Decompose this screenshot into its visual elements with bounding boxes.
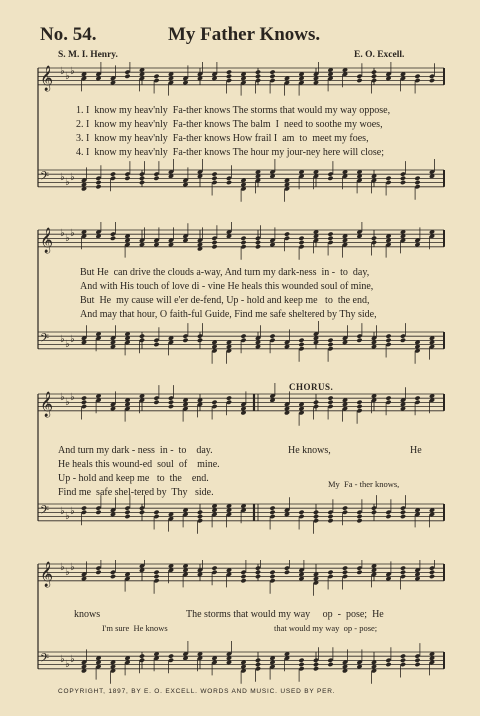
lyricist-credit: S. M. I. Henry. — [58, 50, 118, 60]
note-head — [313, 400, 319, 405]
note-head — [269, 510, 275, 515]
flat-icon: ♭ — [60, 172, 65, 183]
note-head — [110, 236, 116, 241]
note-head — [313, 666, 319, 671]
note-head — [400, 658, 406, 663]
note-head — [95, 184, 101, 189]
treble-clef-icon: 𝄞 — [40, 562, 54, 587]
verse-line-3: Up - hold and keep me to the end. — [58, 473, 209, 484]
music-system-4 — [36, 560, 446, 685]
note-heads — [81, 321, 435, 364]
verse-line-3: 3. I know my heav'nly Fa-ther knows How frail I am to meet my foes, — [76, 133, 369, 144]
note-head — [298, 658, 304, 663]
bass-words: My Fa - ther knows, — [328, 479, 400, 489]
note-head — [240, 333, 246, 338]
copyright-notice: COPYRIGHT, 1897, BY E. O. EXCELL. WORDS AND MUSIC. USED BY PER. — [58, 688, 336, 695]
note-head — [327, 514, 333, 519]
hymn-number: No. 54. — [40, 24, 97, 45]
note-head — [95, 510, 101, 515]
flat-icon: ♭ — [70, 172, 75, 183]
note-head — [298, 236, 304, 241]
flat-icon: ♭ — [70, 334, 75, 345]
note-head — [356, 338, 362, 343]
bass-clef-icon: 𝄢 — [40, 504, 50, 520]
note-head — [211, 176, 217, 181]
music-system-2 — [36, 222, 446, 372]
note-head — [298, 510, 304, 515]
note-head — [182, 338, 188, 343]
note-head — [255, 74, 261, 79]
note-head — [197, 338, 203, 343]
note-head — [327, 570, 333, 575]
note-head — [284, 231, 290, 236]
verse-line-2: He heals this wound-ed soul of mine. — [58, 459, 220, 470]
note-head — [400, 565, 406, 570]
verse-line-1: 1. I know my heav'nly Fa-ther knows The storms that would my way oppose, — [76, 105, 391, 116]
verse-line-1: But He can drive the clouds a-way, And turn my dark-ness in - to day, — [80, 267, 370, 278]
note-head — [356, 518, 362, 523]
note-head — [95, 180, 101, 185]
note-head — [269, 69, 275, 74]
note-head — [81, 395, 87, 400]
note-head — [211, 244, 217, 249]
note-head — [269, 505, 275, 510]
note-head — [124, 514, 130, 519]
flat-icon: ♭ — [70, 562, 75, 573]
staff-group-4 — [36, 560, 446, 685]
note-head — [226, 69, 232, 74]
note-head — [240, 236, 246, 241]
note-head — [385, 176, 391, 181]
note-head — [371, 74, 377, 79]
chorus-line-1b: The storms that would my way op - pose; He — [186, 609, 384, 620]
note-head — [269, 333, 275, 338]
note-head — [153, 176, 159, 181]
note-head — [400, 176, 406, 181]
note-head — [211, 240, 217, 245]
chorus-line-2a: I'm sure He knows — [102, 623, 168, 633]
treble-clef-icon: 𝄞 — [40, 66, 54, 91]
note-head — [153, 510, 159, 515]
note-head — [284, 570, 290, 575]
flat-icon: ♭ — [70, 392, 75, 403]
composer-credit: E. O. Excell. — [354, 50, 405, 60]
note-head — [211, 565, 217, 570]
note-head — [429, 570, 435, 575]
note-head — [356, 404, 362, 409]
note-head — [298, 338, 304, 343]
note-head — [153, 74, 159, 79]
flat-icon: ♭ — [65, 659, 70, 670]
flat-icon: ♭ — [65, 177, 70, 188]
flat-icon: ♭ — [70, 654, 75, 665]
note-head — [298, 662, 304, 667]
note-head — [385, 514, 391, 519]
note-head — [385, 333, 391, 338]
verse-line-2: 2. I know my heav'nly Fa-ther knows The balm I need to soothe my woes, — [76, 119, 383, 130]
flat-icon: ♭ — [65, 71, 70, 82]
note-head — [400, 570, 406, 575]
note-head — [110, 574, 116, 579]
note-head — [153, 570, 159, 575]
flat-icon: ♭ — [65, 567, 70, 578]
note-head — [240, 578, 246, 583]
note-head — [327, 231, 333, 236]
note-head — [153, 400, 159, 405]
note-head — [95, 570, 101, 575]
note-head — [400, 338, 406, 343]
note-head — [414, 662, 420, 667]
note-head — [139, 510, 145, 515]
note-head — [327, 518, 333, 523]
note-head — [110, 171, 116, 176]
note-head — [414, 176, 420, 181]
note-head — [356, 400, 362, 405]
note-head — [255, 662, 261, 667]
note-head — [240, 574, 246, 579]
bass-clef-icon: 𝄢 — [40, 170, 50, 186]
note-head — [269, 74, 275, 79]
flat-icon: ♭ — [60, 562, 65, 573]
note-head — [313, 514, 319, 519]
note-heads — [81, 159, 435, 202]
note-head — [255, 570, 261, 575]
note-head — [371, 510, 377, 515]
note-head — [168, 653, 174, 658]
note-head — [124, 74, 130, 79]
flat-icon: ♭ — [60, 334, 65, 345]
note-head — [327, 400, 333, 405]
chorus-line-2b: that would my way op - pose; — [274, 623, 378, 633]
note-head — [255, 658, 261, 663]
verse-line-2: And with His touch of love di - vine He heals this wounded soul of mine, — [80, 281, 374, 292]
note-head — [81, 505, 87, 510]
note-head — [385, 662, 391, 667]
note-head — [139, 176, 145, 181]
note-head — [269, 574, 275, 579]
note-head — [255, 69, 261, 74]
note-head — [327, 338, 333, 343]
note-head — [298, 240, 304, 245]
flat-icon: ♭ — [60, 506, 65, 517]
note-head — [226, 180, 232, 185]
note-head — [414, 395, 420, 400]
flat-icon: ♭ — [60, 392, 65, 403]
treble-clef-icon: 𝄞 — [40, 228, 54, 253]
note-head — [342, 565, 348, 570]
note-head — [240, 240, 246, 245]
chorus-label: CHORUS. — [289, 382, 334, 392]
note-head — [356, 514, 362, 519]
note-head — [255, 240, 261, 245]
note-head — [327, 236, 333, 241]
note-head — [342, 505, 348, 510]
note-head — [153, 342, 159, 347]
note-head — [255, 244, 261, 249]
flat-icon: ♭ — [65, 233, 70, 244]
note-head — [400, 510, 406, 515]
chorus-end-word: He — [410, 445, 422, 456]
note-head — [197, 514, 203, 519]
flat-icon: ♭ — [70, 228, 75, 239]
note-head — [327, 395, 333, 400]
note-head — [313, 510, 319, 515]
chorus-line-1a: knows — [74, 609, 101, 620]
note-head — [327, 662, 333, 667]
bass-clef-icon: 𝄢 — [40, 652, 50, 668]
note-head — [414, 74, 420, 79]
note-head — [124, 510, 130, 515]
note-head — [81, 400, 87, 405]
note-heads — [81, 222, 435, 260]
hymn-title: My Father Knows. — [168, 24, 321, 45]
verse-line-4: 4. I know my heav'nly Fa-ther knows The hour my jour-ney here will close; — [76, 147, 385, 158]
note-head — [414, 658, 420, 663]
note-head — [139, 180, 145, 185]
music-system-3 — [36, 380, 446, 550]
note-head — [269, 570, 275, 575]
note-head — [168, 404, 174, 409]
verse-line-1: And turn my dark - ness in - to day. — [58, 445, 213, 456]
note-head — [211, 400, 217, 405]
flat-icon: ♭ — [60, 654, 65, 665]
note-head — [371, 236, 377, 241]
verse-line-4: Find me safe shel-tered by Thy side. — [58, 487, 214, 498]
flat-icon: ♭ — [60, 66, 65, 77]
note-head — [400, 514, 406, 519]
flat-icon: ♭ — [65, 339, 70, 350]
bass-clef-icon: 𝄢 — [40, 332, 50, 348]
note-head — [153, 574, 159, 579]
note-head — [298, 342, 304, 347]
note-head — [313, 662, 319, 667]
chorus-words: He knows, — [288, 445, 331, 456]
note-head — [414, 180, 420, 185]
note-head — [255, 574, 261, 579]
note-head — [226, 395, 232, 400]
note-heads — [81, 62, 435, 96]
note-head — [139, 333, 145, 338]
note-head — [371, 69, 377, 74]
note-head — [429, 574, 435, 579]
note-head — [400, 180, 406, 185]
verse-line-4: And may that hour, O faith-ful Guide, Find me safe sheltered by Thy side, — [80, 309, 377, 320]
verse-line-3: But He my cause will e'er de-fend, Up - hold and keep me to the end, — [80, 295, 370, 306]
note-head — [429, 78, 435, 83]
note-head — [211, 171, 217, 176]
note-head — [139, 653, 145, 658]
note-head — [400, 653, 406, 658]
note-head — [124, 176, 130, 181]
note-head — [342, 570, 348, 575]
note-head — [327, 176, 333, 181]
flat-icon: ♭ — [70, 66, 75, 77]
note-head — [197, 510, 203, 515]
treble-clef-icon: 𝄞 — [40, 392, 54, 417]
note-head — [356, 78, 362, 83]
note-head — [385, 338, 391, 343]
note-head — [327, 342, 333, 347]
note-head — [356, 570, 362, 575]
note-head — [226, 74, 232, 79]
flat-icon: ♭ — [65, 511, 70, 522]
music-system-1 — [36, 62, 446, 212]
flat-icon: ♭ — [60, 228, 65, 239]
flat-icon: ♭ — [70, 506, 75, 517]
note-head — [385, 395, 391, 400]
flat-icon: ♭ — [65, 397, 70, 408]
note-head — [168, 400, 174, 405]
